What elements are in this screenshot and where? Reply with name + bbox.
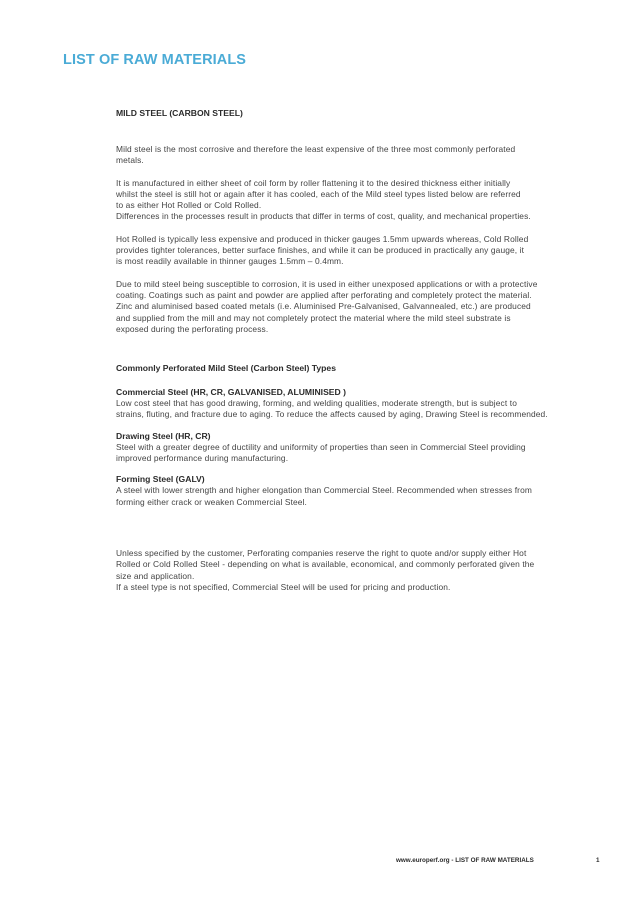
paragraph-line: It is manufactured in either sheet of coil form by roller flattening it to the desired thickness either initially <box>116 177 511 188</box>
paragraph-line: Hot Rolled is typically less expensive and produced in thicker gauges 1.5mm upwards whereas, Cold Rolled <box>116 233 529 244</box>
paragraph-line: Zinc and aluminised based coated metals (i.e. Aluminised Pre-Galvanised, Galvannealed, etc.) are produced <box>116 301 531 312</box>
paragraph-line: and supplied from the mill and may not completely protect the material where the mild steel substrate is <box>116 312 511 323</box>
type-name: Commercial Steel (HR, CR, GALVANISED, ALUMINISED ) <box>116 387 346 398</box>
paragraph-corrosion <box>116 279 610 335</box>
types-heading: Commonly Perforated Mild Steel (Carbon Steel) Types <box>116 363 336 374</box>
paragraph-intro <box>116 144 610 167</box>
type-forming-steel <box>116 474 610 508</box>
paragraph-line: whilst the steel is still hot or again after it has cooled, each of the Mild steel types listed below are referred <box>116 188 521 199</box>
page-title: LIST OF RAW MATERIALS <box>63 52 247 68</box>
document-body <box>116 108 610 604</box>
paragraph-line: Mild steel is the most corrosive and therefore the least expensive of the three most commonly perforated <box>116 144 516 154</box>
paragraph-line: Rolled or Cold Rolled Steel - depending on what is available, economical, and commonly perforated given the <box>116 559 535 570</box>
type-name: Drawing Steel (HR, CR) <box>116 430 211 441</box>
paragraph-line: metals. <box>116 155 144 166</box>
paragraph-line: is most readily available in thinner gauges 1.5mm – 0.4mm. <box>116 256 344 267</box>
paragraph-line: coating. Coatings such as paint and powder are applied after perforating and completely protect the material. <box>116 289 532 300</box>
paragraph-line: improved performance during manufacturing. <box>116 453 289 464</box>
paragraph-line: A steel with lower strength and higher elongation than Commercial Steel. Recommended when stresses from <box>116 485 532 496</box>
closing-paragraph <box>116 548 610 593</box>
type-description <box>116 442 610 465</box>
paragraph-line: Steel with a greater degree of ductility and uniformity of properties than seen in Commercial Steel providing <box>116 441 526 452</box>
paragraph-line: Due to mild steel being susceptible to corrosion, it is used in either unexposed applications or with a protective <box>116 278 538 289</box>
paragraph-line: Differences in the processes result in products that differ in terms of cost, quality, and mechanical properties. <box>116 211 531 222</box>
paragraph-line: Unless specified by the customer, Perforating companies reserve the right to quote and/or supply either Hot <box>116 547 527 558</box>
section-paragraphs <box>116 144 610 335</box>
paragraph-manufacturing <box>116 178 610 223</box>
paragraph-line: exposed during the perforating process. <box>116 323 269 334</box>
paragraph-line: If a steel type is not specified, Commercial Steel will be used for pricing and production. <box>116 581 451 592</box>
footer-text: www.europerf.org - LIST OF RAW MATERIALS <box>396 857 534 864</box>
paragraph-line: to as either Hot Rolled or Cold Rolled. <box>116 200 262 211</box>
paragraph-hot-cold-rolled <box>116 234 610 268</box>
paragraph-line: size and application. <box>116 570 195 581</box>
paragraph-line: strains, fluting, and fracture due to aging. To reduce the affects caused by aging, Drawing Steel is recommended. <box>116 409 548 420</box>
type-commercial-steel <box>116 387 610 421</box>
paragraph-line: forming either crack or weaken Commercial Steel. <box>116 496 308 507</box>
section-heading: MILD STEEL (CARBON STEEL) <box>116 108 243 118</box>
paragraph-line: provides tighter tolerances, better surface finishes, and while it can be produced in practically any gauge, it <box>116 245 525 256</box>
paragraph-line: Low cost steel that has good drawing, forming, and welding qualities, moderate strength, but is subject to <box>116 398 517 409</box>
type-drawing-steel <box>116 431 610 465</box>
type-name: Forming Steel (GALV) <box>116 474 205 485</box>
type-description <box>116 398 610 421</box>
type-description <box>116 485 610 508</box>
page-number: 1 <box>596 857 600 864</box>
